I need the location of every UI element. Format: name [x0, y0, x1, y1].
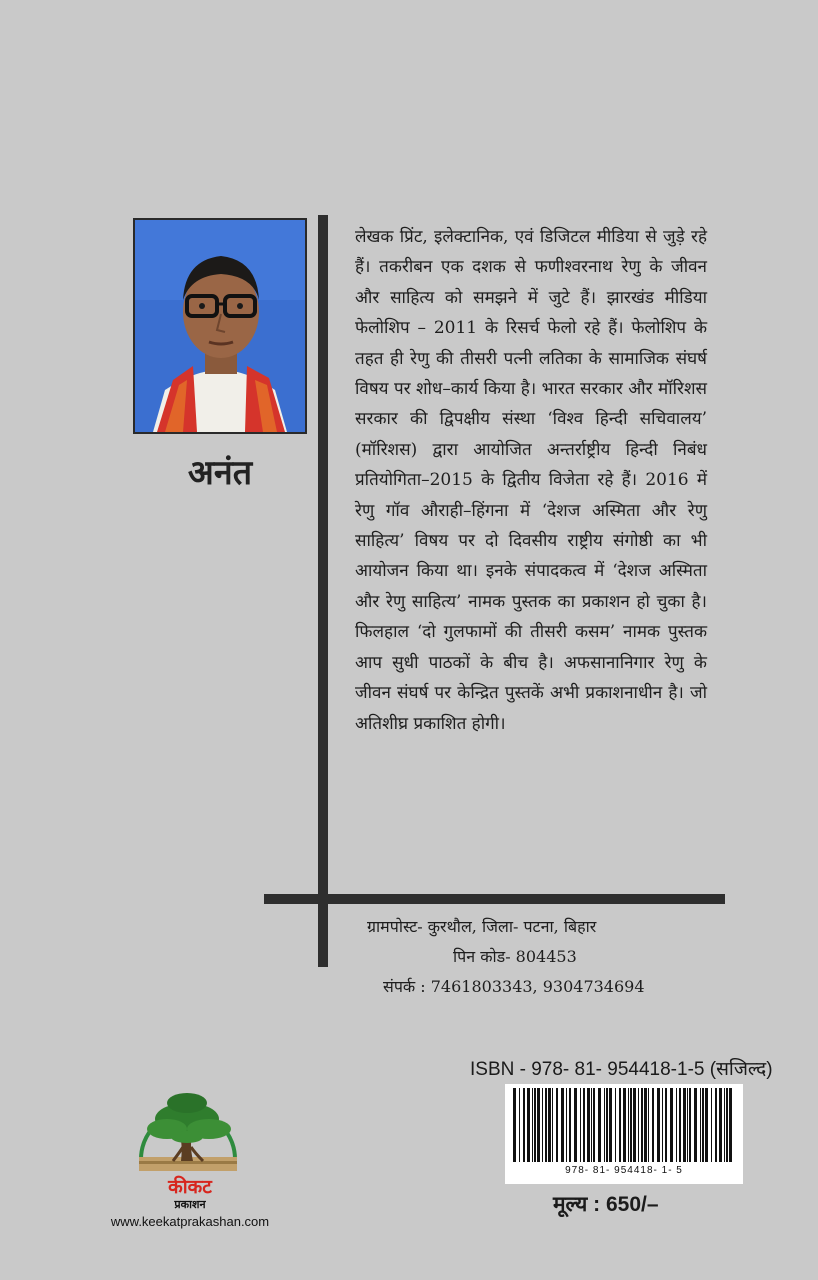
- barcode-bar: [527, 1088, 530, 1162]
- author-biography: लेखक प्रिंट, इलेक्टानिक, एवं डिजिटल मीडिया से जुड़े रहे हैं। तकरीबन एक दशक से फणीश्वरनाथ रेणु के जीवन और साहित्य को समझने में जुटे हैं। झारखंड मीडिया फेलोशिप – 2011 के रिसर्च फेलो रहे हैं। फेलोशिप के तहत ही रेणु की तीसरी पत्नी लतिका के सामाजिक संघर्ष विषय पर शोध–कार्य किया है। भारत सरकार और मॉरिशस सरकार की द्विपक्षीय संस्था ‘विश्व हिन्दी सचिवालय’ (मॉरिशस) द्वारा आयोजित अन्तर्राष्ट्रीय हिन्दी निबंध प्रतियोगिता–2015 के द्वितीय विजेता रहे हैं। 2016 में रेणु गॉव औराही–हिंगना में ‘देशज अस्मिता और रेणु साहित्य’ विषय पर दो दिवसीय राष्ट्रीय संगोष्ठी का भी आयोजन किया था। इनके संपादकत्व में ‘देशज अस्मिता और रेणु साहित्य’ नामक पुस्तक का प्रकाशन हो चुका है। फिलहाल ‘दो गुलफामों की तीसरी कसम’ नामक पुस्तक आप सुधी पाठकों के बीच है। अफसानानिगार रेणु के जीवन संघर्ष पर केन्द्रित पुस्तकें अभी प्रकाशनाधीन है। जो अतिशीघ्र प्रकाशित होगी।: [355, 227, 707, 734]
- barcode-bar: [705, 1088, 708, 1162]
- contact-address: [355, 912, 685, 1002]
- barcode-bar: [556, 1088, 558, 1162]
- publisher-name: कीकट: [168, 1176, 212, 1198]
- pincode-line: पिन कोड- 804453: [453, 947, 577, 966]
- barcode-bar: [630, 1088, 632, 1162]
- publisher-logo: [133, 1077, 243, 1177]
- barcode-bar: [606, 1088, 608, 1162]
- barcode-bar: [700, 1088, 701, 1162]
- barcode-bar: [665, 1088, 667, 1162]
- barcode-bar: [545, 1088, 547, 1162]
- price-label: मूल्य : 650/–: [553, 1193, 659, 1216]
- barcode-bar: [566, 1088, 567, 1162]
- address-line: ग्रामपोस्ट- कुरथौल, जिला- पटना, बिहार: [367, 917, 597, 936]
- barcode-bar: [726, 1088, 728, 1162]
- barcode-bar: [729, 1088, 732, 1162]
- barcode: [505, 1084, 743, 1184]
- barcode-bar: [587, 1088, 590, 1162]
- barcode-bar: [694, 1088, 697, 1162]
- tree-logo-icon: [133, 1077, 243, 1177]
- barcode-bar: [662, 1088, 663, 1162]
- barcode-bar: [552, 1088, 553, 1162]
- barcode-bar: [679, 1088, 681, 1162]
- barcode-bar: [683, 1088, 686, 1162]
- barcode-bar: [537, 1088, 540, 1162]
- barcode-bar: [687, 1088, 688, 1162]
- barcode-bars: [505, 1084, 743, 1166]
- barcode-bar: [670, 1088, 673, 1162]
- isbn-label: ISBN - 978- 81- 954418-1-5 (सजिल्द): [470, 1059, 773, 1080]
- barcode-bar: [652, 1088, 654, 1162]
- barcode-bar: [638, 1088, 639, 1162]
- barcode-bar: [604, 1088, 605, 1162]
- vertical-rule: [318, 215, 328, 967]
- barcode-bar: [715, 1088, 717, 1162]
- author-name: अनंत: [187, 453, 253, 493]
- barcode-bar: [569, 1088, 571, 1162]
- barcode-bar: [583, 1088, 585, 1162]
- barcode-bar: [623, 1088, 626, 1162]
- barcode-bar: [609, 1088, 612, 1162]
- author-photo: [133, 218, 307, 434]
- publisher-subtitle: प्रकाशन: [174, 1198, 206, 1211]
- barcode-bar: [561, 1088, 564, 1162]
- author-portrait: [135, 220, 305, 432]
- barcode-bar: [591, 1088, 592, 1162]
- barcode-bar: [534, 1088, 536, 1162]
- barcode-bar: [574, 1088, 577, 1162]
- barcode-bar: [598, 1088, 601, 1162]
- barcode-number: 978- 81- 954418- 1- 5: [565, 1165, 683, 1176]
- barcode-bar: [689, 1088, 691, 1162]
- barcode-bar: [641, 1088, 643, 1162]
- barcode-bar: [644, 1088, 647, 1162]
- barcode-bar: [633, 1088, 636, 1162]
- barcode-bar: [719, 1088, 722, 1162]
- barcode-bar: [676, 1088, 677, 1162]
- publisher-website: www.keekatprakashan.com: [110, 1214, 270, 1229]
- barcode-bar: [519, 1088, 520, 1162]
- barcode-bar: [580, 1088, 581, 1162]
- barcode-bar: [724, 1088, 725, 1162]
- barcode-bar: [523, 1088, 525, 1162]
- barcode-bar: [711, 1088, 712, 1162]
- barcode-bar: [702, 1088, 704, 1162]
- barcode-bar: [628, 1088, 629, 1162]
- barcode-bar: [532, 1088, 533, 1162]
- barcode-bar: [513, 1088, 516, 1162]
- barcode-bar: [648, 1088, 649, 1162]
- barcode-bar: [619, 1088, 621, 1162]
- barcode-bar: [542, 1088, 543, 1162]
- phone-line: संपर्क : 7461803343, 9304734694: [383, 977, 645, 996]
- barcode-bar: [593, 1088, 595, 1162]
- barcode-bar: [657, 1088, 660, 1162]
- barcode-bar: [548, 1088, 551, 1162]
- barcode-bar: [615, 1088, 616, 1162]
- horizontal-rule: [264, 894, 725, 904]
